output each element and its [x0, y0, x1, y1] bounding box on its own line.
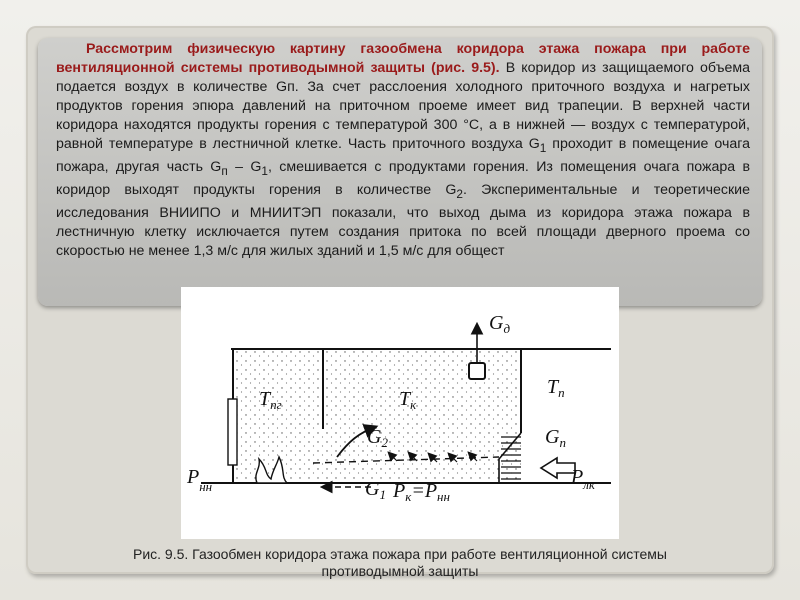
label-t-k-sub: к [410, 397, 417, 412]
slide-body-text [56, 40, 750, 262]
body-part-1: В коридор из защищаемого объема подается воздух в количестве Gп. За счет расслоения холодного приточного воздуха и нагретых продуктов горения эпюра давлений на приточном проеме имеет вид трапеции. В верхней части коридора находятся продукты горения с температурой 300 °С, а в нижней — воздух с температурой, равной температуре в лестничной клетке. Часть приточного воздуха G [56, 60, 750, 153]
svg-text:Pлк [570, 466, 596, 492]
label-p-lk: P [571, 466, 584, 488]
label-g1-sub: 1 [379, 487, 386, 502]
label-equals: = [411, 480, 425, 502]
body-part-2: проходит в помещение очага пожара, другая часть G [56, 136, 750, 176]
gas-exchange-diagram [181, 287, 619, 539]
label-g1: G [365, 478, 380, 500]
exhaust-duct [469, 363, 485, 379]
subscript-2: 2 [456, 187, 463, 202]
label-p-k-sub: к [405, 489, 412, 504]
body-part-5: . Экспериментальные и теоретические исследования ВНИИПО и МНИИТЭП показали, что выход дыма из коридора этажа пожара в лестничную клетку исключается путем создания притока по всей площади дверного проема со скоростью не менее 1,3 м/с для жилых зданий и 1,5 м/с для общест [56, 182, 750, 260]
figure-diagram [181, 287, 619, 539]
label-g-d-sub: д [503, 321, 511, 336]
label-g-p: G [545, 426, 560, 448]
label-g-d: G [489, 312, 504, 334]
supply-arrow [541, 458, 575, 478]
lead-text: Рассмотрим физическую картину газообмена коридора этажа пожара при работе вентиляционной системы противодымной защиты (рис. 9.5). [56, 41, 750, 77]
label-p-nn2: P [424, 480, 438, 502]
svg-text:G1 [365, 478, 386, 502]
caption-line-1: Рис. 9.5. Газообмен коридора этажа пожара при работе вентиляционной системы [132, 546, 667, 562]
body-part-4: , смешивается с продуктами горения. Из помещения очага пожара в коридор выходят продукты горения в количестве G [56, 159, 751, 199]
label-g2-sub: 2 [381, 435, 388, 450]
label-t-pg: T [259, 388, 271, 410]
label-p-lk-sub: лк [583, 477, 595, 492]
svg-text:Gд [489, 312, 510, 336]
label-t-k: T [399, 388, 411, 410]
label-t-pg-sub: пг [270, 397, 282, 412]
subscript-1b: 1 [261, 164, 268, 179]
body-part-3: – G [227, 159, 262, 176]
caption-line-2: противодымной защиты [321, 563, 479, 579]
label-p-nn2-sub: нн [437, 489, 450, 504]
svg-text:Tп [547, 376, 565, 400]
label-g2: G [367, 426, 382, 448]
label-t-p-sub: п [558, 385, 565, 400]
subscript-1: 1 [539, 141, 547, 156]
label-p-nn: P [187, 466, 200, 488]
subscript-p: п [221, 164, 228, 179]
label-p-nn-sub: нн [199, 479, 213, 494]
label-g-p-sub: п [559, 435, 566, 450]
svg-text:Gп [545, 426, 566, 450]
label-t-p: T [547, 376, 559, 398]
label-p-k: P [393, 480, 406, 502]
figure-caption [40, 546, 760, 580]
wall-opening [228, 399, 237, 465]
svg-text:Pнн [186, 466, 212, 494]
